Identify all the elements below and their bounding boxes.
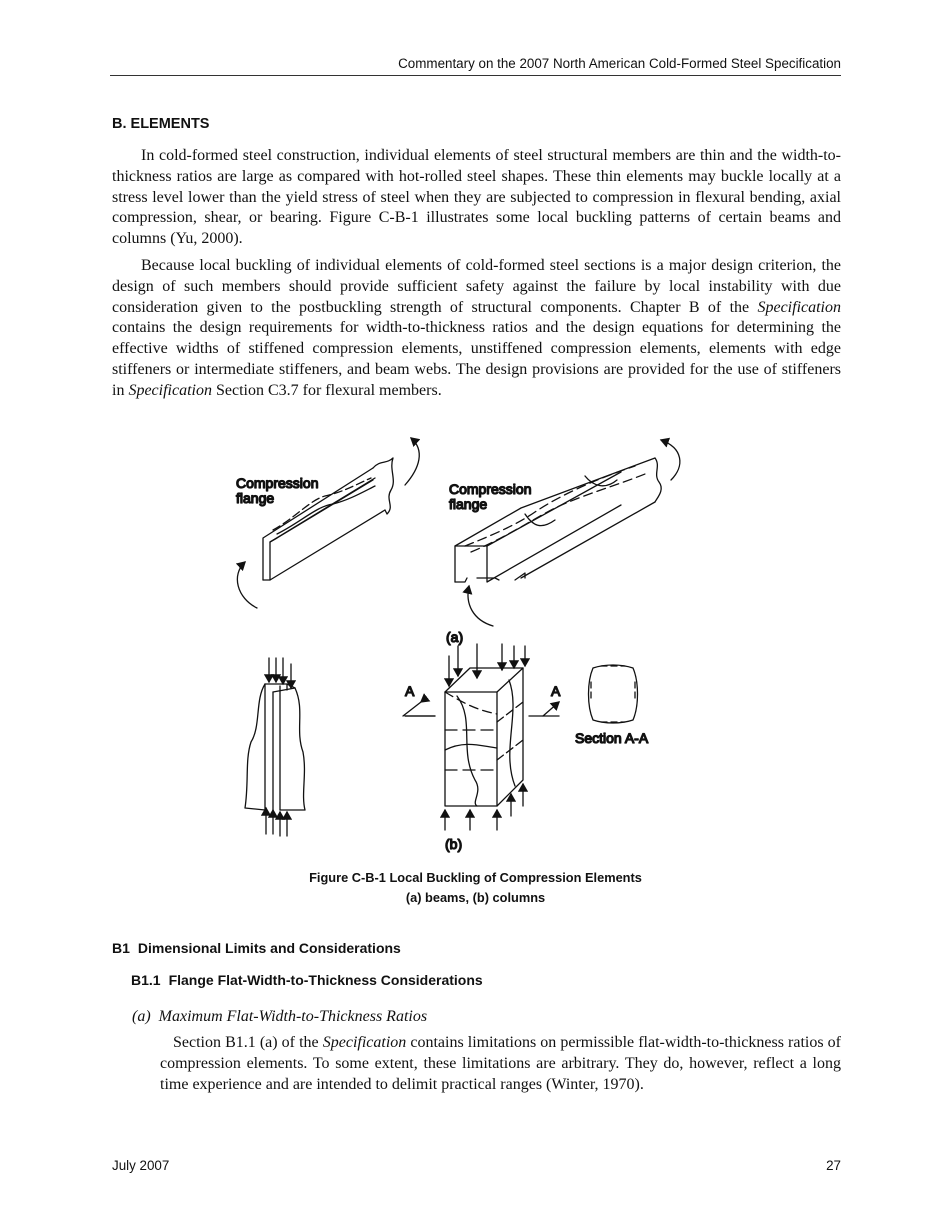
para2-text-2: contains the design requirements for width-to-thickness ratios and the design equations for determining the effective widths of stiffened compression elements, unstiffened compression elements, elements with edge stiffeners or intermediate stiffeners, and beam webs. The design provisions are provided for the use of stiffeners in: [112, 319, 841, 399]
label-compression-flange-left-1: Compression: [236, 475, 319, 491]
footer-page-number: 27: [826, 1158, 841, 1173]
label-b-columns: (b): [445, 836, 463, 852]
label-section-cut-a-left: A: [405, 683, 415, 699]
paragraph-intro: In cold-formed steel construction, individual elements of steel structural members are thin and the width-to-thickness ratios are large as compared with hot-rolled steel shapes. These thin elements may buckle locally at a stress level lower than the yield stress of steel when they are subjected to compression in flexural bending, axial compression, shear, or bearing. Figure C-B-1 illustrates some local buckling patterns of certain beams and columns (Yu, 2000).: [112, 147, 841, 248]
figure-caption-line2: (a) beams, (b) columns: [405, 890, 546, 905]
para3-text-2: contains limitations on permissible flat-width-to-thickness ratios of compression elements. To some extent, these limitations are arbitrary. They do, however, reflect a long time experience and are intended to delimit practical ranges (Winter, 1970).: [160, 1034, 842, 1093]
label-a-beams: (a): [446, 629, 464, 645]
subheading-a: [132, 1008, 427, 1026]
label-compression-flange-right-2: flange: [449, 496, 488, 512]
section-heading: B. ELEMENTS: [112, 116, 210, 132]
heading-b1-1-title: Flange Flat-Width-to-Thickness Considerations: [168, 972, 483, 988]
heading-b1-1: [131, 972, 483, 988]
heading-b1-number: B1: [112, 940, 130, 956]
running-head: Commentary on the 2007 North American Cold-Formed Steel Specification: [110, 56, 841, 76]
beam-box-right-drawing: [455, 440, 680, 626]
footer-date: July 2007: [112, 1158, 170, 1173]
label-section-a-a: Section A-A: [575, 730, 649, 746]
para2-text-1: Because local buckling of individual elements of cold-formed steel sections is a major design criterion, the design of such members should provide sufficient safety against the failure by local instability with due consideration given to the postbuckling strength of structural components. Chapter B of the: [112, 257, 841, 316]
heading-b1-title: Dimensional Limits and Considerations: [137, 940, 401, 956]
para2-specification-1: Specification: [757, 298, 841, 316]
paragraph-local-buckling: [112, 256, 841, 402]
column-box-drawing: [403, 644, 559, 830]
label-compression-flange-left-2: flange: [236, 490, 275, 506]
heading-b1: [112, 940, 401, 956]
para2-text-3: Section C3.7 for flexural members.: [211, 381, 442, 399]
column-left-drawing: [245, 658, 305, 836]
figure-local-buckling: [225, 430, 685, 860]
section-a-a-drawing: [589, 665, 638, 723]
subheading-a-title: Maximum Flat-Width-to-Thickness Ratios: [158, 1008, 428, 1025]
para2-specification-2: Specification: [128, 381, 212, 399]
heading-b1-1-number: B1.1: [131, 972, 161, 988]
label-section-cut-a-right: A: [551, 683, 561, 699]
para3-specification: Specification: [322, 1034, 407, 1051]
paragraph-flat-width-limits: [160, 1033, 841, 1095]
subheading-a-number: (a): [132, 1008, 151, 1025]
beam-channel-left-drawing: [237, 438, 419, 608]
figure-caption-line1: Figure C-B-1 Local Buckling of Compression Elements: [309, 870, 642, 885]
label-compression-flange-right-1: Compression: [449, 481, 532, 497]
para3-text-1: Section B1.1 (a) of the: [173, 1034, 323, 1051]
